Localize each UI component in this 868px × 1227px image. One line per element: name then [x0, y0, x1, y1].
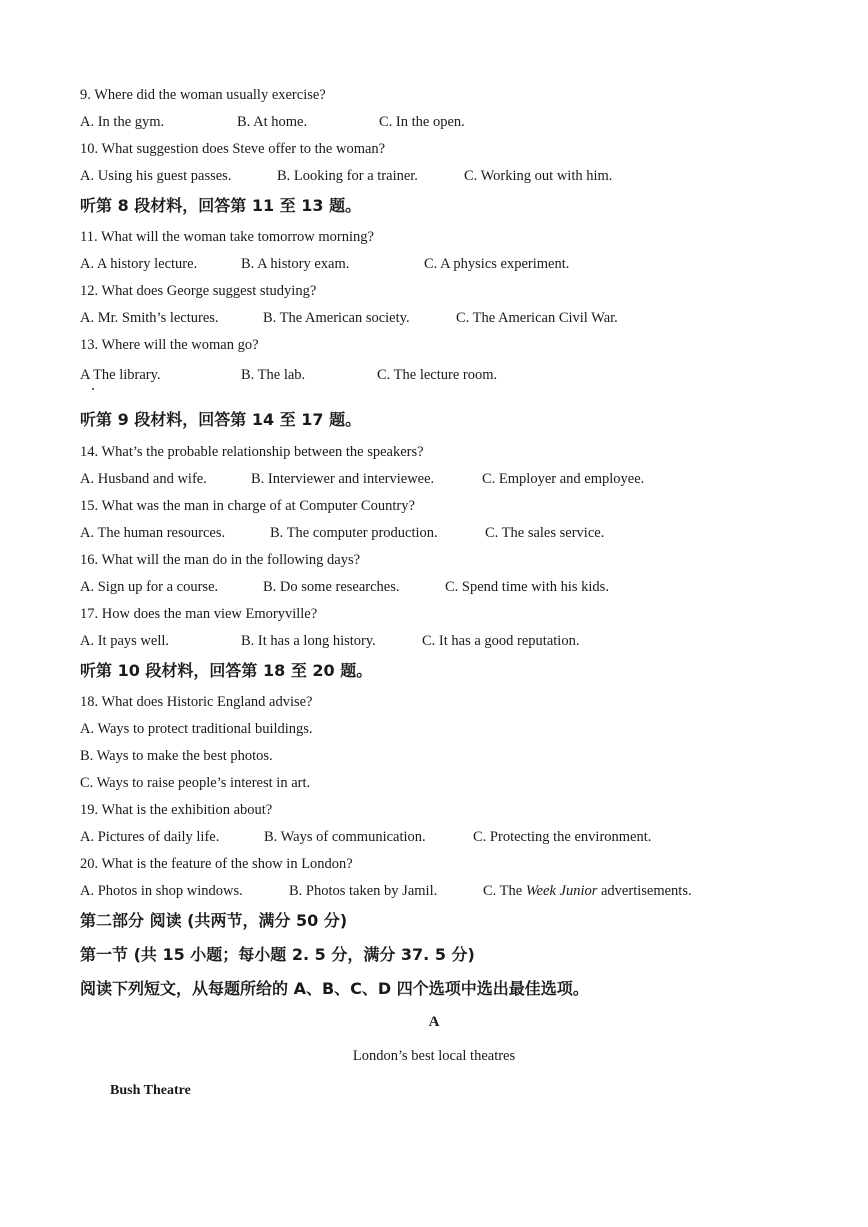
option-a: A. Husband and wife.	[80, 471, 207, 487]
option-c: C. It has a good reputation.	[422, 633, 580, 649]
stray-dot-mark	[92, 388, 94, 390]
option-b: B. Interviewer and interviewee.	[251, 471, 435, 487]
section-heading: 听第 10 段材料，回答第 18 至 20 题。	[80, 661, 373, 680]
passage-subheading: Bush Theatre	[110, 1083, 191, 1098]
option-a: A. Using his guest passes.	[80, 168, 232, 184]
section-heading: 听第 8 段材料，回答第 11 至 13 题。	[80, 196, 362, 215]
question-stem: 15. What was the man in charge of at Computer Country?	[80, 498, 415, 514]
option-b: B. At home.	[237, 114, 308, 130]
option-c	[483, 882, 692, 900]
option-a: A. A history lecture.	[80, 256, 198, 272]
option-c: C. In the open.	[379, 114, 465, 130]
option-b: B. Do some researches.	[263, 579, 400, 595]
option-c-suffix: advertisements.	[597, 883, 692, 899]
option-a: A. In the gym.	[80, 114, 165, 130]
instructions: 阅读下列短文，从每题所给的 A、B、C、D 四个选项中选出最佳选项。	[80, 979, 589, 998]
option-c: C. The lecture room.	[377, 367, 498, 383]
question-stem: 11. What will the woman take tomorrow morning?	[80, 229, 374, 245]
option-b: B. Ways to make the best photos.	[80, 748, 273, 764]
option-c: C. Employer and employee.	[482, 471, 645, 487]
section-heading: 第一节 (共 15 小题；每小题 2. 5 分，满分 37. 5 分)	[80, 945, 475, 964]
part-heading: 第二部分 阅读 (共两节，满分 50 分)	[80, 911, 348, 930]
option-c-italic-title: Week Junior	[525, 883, 598, 899]
option-c: C. Protecting the environment.	[473, 829, 652, 845]
option-a: A. The human resources.	[80, 525, 226, 541]
option-c-prefix: C. The	[483, 883, 526, 899]
question-stem: 9. Where did the woman usually exercise?	[80, 87, 326, 103]
question-stem: 14. What’s the probable relationship between the speakers?	[80, 444, 424, 460]
option-a: A. Pictures of daily life.	[80, 829, 220, 845]
question-stem: 17. How does the man view Emoryville?	[80, 606, 318, 622]
passage-letter: A	[428, 1014, 440, 1030]
question-stem: 18. What does Historic England advise?	[80, 694, 313, 710]
question-stem: 12. What does George suggest studying?	[80, 283, 317, 299]
option-a: A. Photos in shop windows.	[80, 883, 243, 899]
option-a: A. Sign up for a course.	[80, 579, 219, 595]
option-b: B. Ways of communication.	[264, 829, 426, 845]
question-stem: 10. What suggestion does Steve offer to the woman?	[80, 141, 386, 157]
option-b: B. Looking for a trainer.	[277, 168, 418, 184]
option-b: B. It has a long history.	[241, 633, 376, 649]
passage-title: London’s best local theatres	[352, 1048, 516, 1064]
option-c: C. A physics experiment.	[424, 256, 570, 272]
option-c: C. The sales service.	[485, 525, 605, 541]
option-b: B. The American society.	[263, 310, 410, 326]
option-b: B. Photos taken by Jamil.	[289, 883, 438, 899]
option-c: C. Spend time with his kids.	[445, 579, 609, 595]
option-b: B. A history exam.	[241, 256, 350, 272]
option-c: C. Working out with him.	[464, 168, 613, 184]
option-c: C. The American Civil War.	[456, 310, 618, 326]
option-a: A. Mr. Smith’s lectures.	[80, 310, 219, 326]
question-stem: 19. What is the exhibition about?	[80, 802, 273, 818]
option-b: B. The lab.	[241, 367, 306, 383]
option-a: A. Ways to protect traditional buildings.	[80, 721, 313, 737]
option-a: A The library.	[80, 367, 161, 383]
section-heading: 听第 9 段材料，回答第 14 至 17 题。	[80, 410, 362, 429]
option-b: B. The computer production.	[270, 525, 438, 541]
option-c: C. Ways to raise people’s interest in art.	[80, 775, 311, 791]
question-stem: 20. What is the feature of the show in London?	[80, 856, 353, 872]
question-stem: 16. What will the man do in the following days?	[80, 552, 361, 568]
question-stem: 13. Where will the woman go?	[80, 337, 259, 353]
option-a: A. It pays well.	[80, 633, 169, 649]
